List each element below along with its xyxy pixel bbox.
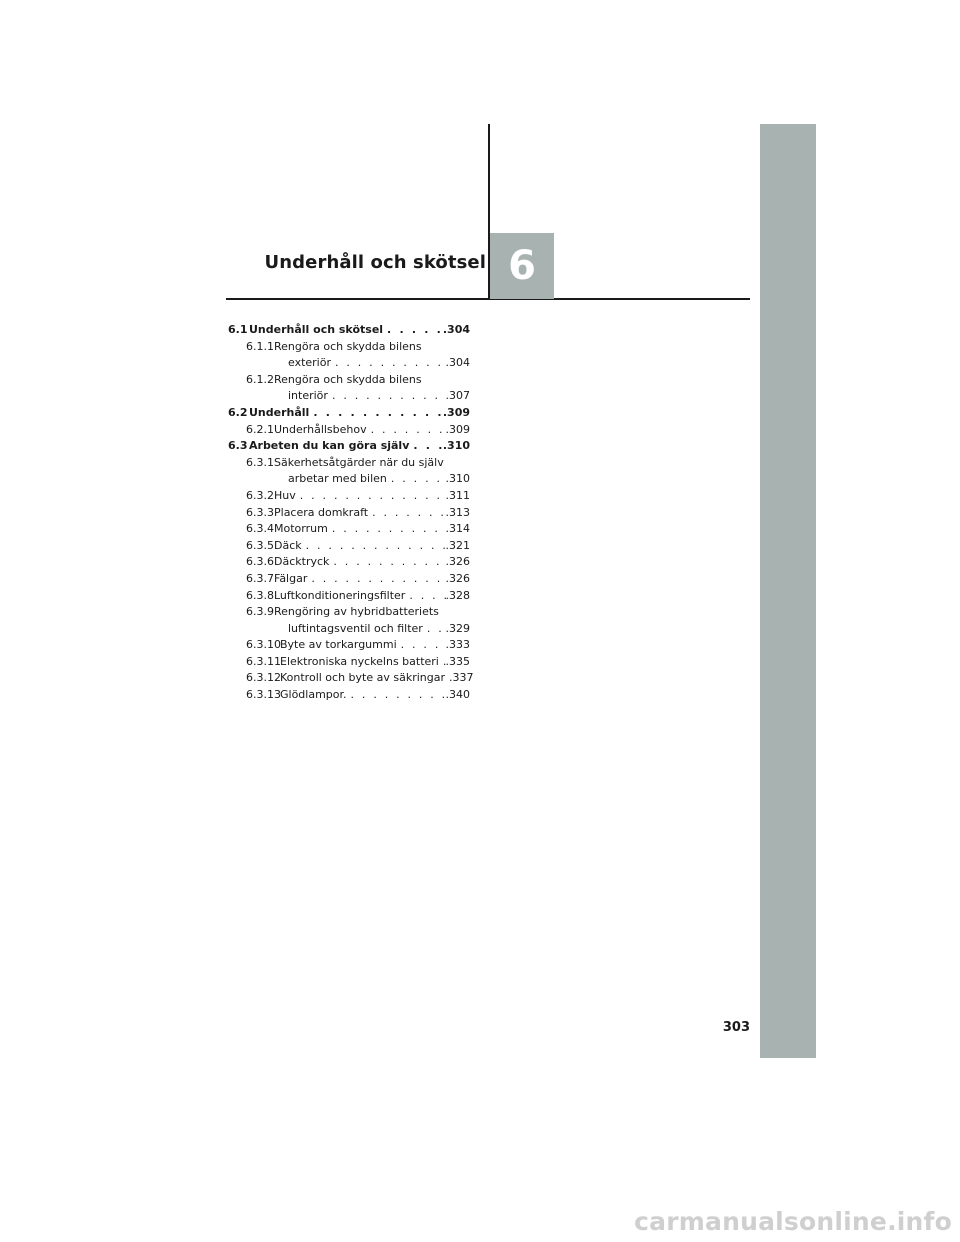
toc-entry-page: .326 [445, 571, 470, 585]
toc-section-entry [228, 405, 470, 422]
toc-entry-title: Byte av torkargummi [280, 638, 397, 652]
toc-entry-page: .309 [442, 405, 470, 419]
toc-subsection-entry [228, 670, 474, 687]
toc-entry-title: Motorrum [274, 522, 328, 536]
toc-entry-number: 6.3.8 [246, 588, 274, 602]
toc-entry-number: 6.3 [228, 439, 248, 453]
toc-entry-page: .310 [442, 439, 470, 453]
toc-subsection-entry [228, 488, 470, 505]
toc-entry-page: .329 [445, 621, 470, 635]
toc-entry-page: .307 [445, 389, 470, 403]
toc-subsection-entry [228, 604, 470, 621]
toc-entry-page: .335 [445, 654, 470, 668]
toc-entry-page: .333 [445, 638, 470, 652]
toc-dot-leader [296, 488, 446, 505]
toc-subsection-entry [228, 654, 470, 671]
watermark-text: carmanualsonline.info [634, 1207, 952, 1236]
toc-entry-number: 6.3.3 [246, 505, 274, 519]
toc-entry-page: .326 [445, 555, 470, 569]
toc-entry-continuation [228, 355, 470, 372]
toc-entry-page: .304 [445, 356, 470, 370]
toc-entry-continuation [228, 388, 470, 405]
toc-entry-title: Däcktryck [274, 555, 330, 569]
toc-entry-number: 6.1.2 [246, 372, 274, 386]
toc-entry-number: 6.3.6 [246, 555, 274, 569]
toc-entry-number: 6.3.1 [246, 455, 274, 469]
toc-entry-title: Fälgar [274, 571, 308, 585]
toc-entry-title: Placera domkraft [274, 505, 369, 519]
toc-entry-number: 6.3.9 [246, 605, 274, 619]
toc-subsection-entry [228, 554, 470, 571]
toc-dot-leader [423, 621, 446, 638]
toc-subsection-entry [228, 687, 470, 704]
toc-dot-leader [368, 505, 445, 522]
toc-dot-leader [307, 571, 445, 588]
toc-entry-continuation [228, 621, 470, 638]
toc-dot-leader [302, 538, 446, 555]
toc-dot-leader [309, 405, 443, 422]
toc-entry-number: 6.3.5 [246, 538, 274, 552]
toc-entry-title: Underhåll och skötsel [249, 323, 384, 336]
toc-entry-page: .337 [449, 671, 474, 685]
toc-entry-number: 6.3.4 [246, 522, 274, 536]
toc-entry-title: Huv [274, 488, 296, 502]
toc-dot-leader [328, 388, 446, 405]
toc-entry-number: 6.3.7 [246, 571, 274, 585]
toc-entry-title: exteriör [288, 356, 331, 370]
toc-dot-leader [387, 471, 446, 488]
toc-entry-page: .340 [445, 688, 470, 702]
toc-dot-leader [383, 322, 443, 339]
toc-dot-leader [367, 422, 446, 439]
toc-subsection-entry [228, 372, 470, 389]
toc-entry-page: .314 [445, 522, 470, 536]
chapter-number-box [490, 233, 554, 299]
toc-entry-title: interiör [288, 389, 328, 403]
toc-entry-continuation [228, 471, 470, 488]
toc-entry-title: Underhållsbehov [274, 422, 367, 436]
toc-subsection-entry [228, 505, 470, 522]
toc-entry-title: Elektroniska nyckelns batteri [280, 654, 439, 668]
toc-subsection-entry [228, 538, 470, 555]
toc-dot-leader [397, 637, 446, 654]
toc-dot-leader [329, 554, 445, 571]
header-horizontal-rule [226, 298, 750, 300]
toc-entry-title: Rengöring av hybridbatteriets [274, 605, 439, 619]
toc-entry-title: Luftkonditioneringsfilter [274, 588, 406, 602]
toc-subsection-entry [228, 339, 470, 356]
toc-subsection-entry [228, 637, 470, 654]
toc-entry-title: arbetar med bilen [288, 472, 387, 486]
toc-entry-number: 6.3.13 [246, 688, 281, 702]
toc-entry-page: .328 [445, 588, 470, 602]
toc-entry-number: 6.2 [228, 405, 248, 419]
toc-subsection-entry [228, 521, 470, 538]
toc-entry-number: 6.1.1 [246, 339, 274, 353]
chapter-number: 6 [508, 243, 536, 289]
toc-entry-number: 6.1 [228, 323, 248, 336]
toc-entry-title: Däck [274, 538, 302, 552]
toc-entry-title: Glödlampor. [280, 688, 347, 702]
toc-entry-title: luftintagsventil och filter [288, 621, 423, 635]
toc-entry-number: 6.3.2 [246, 488, 274, 502]
toc-dot-leader [405, 588, 445, 605]
toc-entry-page: .304 [442, 323, 470, 336]
toc-entry-page: .310 [445, 472, 470, 486]
toc-dot-leader [347, 687, 446, 704]
toc-entry-title: Arbeten du kan göra själv [249, 439, 410, 453]
chapter-title: Underhåll och skötsel [264, 252, 486, 273]
chapter-side-tab [760, 124, 816, 1058]
toc-entry-page: .321 [445, 538, 470, 552]
toc-subsection-entry [228, 588, 470, 605]
toc-dot-leader [328, 521, 446, 538]
toc-entry-number: 6.3.12 [246, 671, 281, 685]
toc-entry-number: 6.2.1 [246, 422, 274, 436]
toc-entry-title: Säkerhetsåtgärder när du själv [274, 455, 444, 469]
toc-section-entry [228, 438, 470, 455]
toc-entry-title: Rengöra och skydda bilens [274, 339, 422, 353]
toc-entry-page: .309 [445, 422, 470, 436]
toc-entry-number: 6.3.10 [246, 638, 281, 652]
toc-entry-title: Kontroll och byte av säkringar [280, 671, 445, 685]
table-of-contents [228, 322, 474, 704]
toc-entry-number: 6.3.11 [246, 654, 281, 668]
toc-entry-page: .313 [445, 505, 470, 519]
toc-dot-leader [439, 654, 446, 671]
toc-subsection-entry [228, 422, 470, 439]
page-number: 303 [722, 1020, 750, 1035]
toc-subsection-entry [228, 571, 470, 588]
toc-entry-title: Underhåll [249, 405, 310, 419]
toc-entry-page: .311 [445, 488, 470, 502]
toc-dot-leader [331, 355, 446, 372]
toc-dot-leader [409, 438, 442, 455]
toc-subsection-entry [228, 455, 470, 472]
toc-entry-title: Rengöra och skydda bilens [274, 372, 422, 386]
toc-section-entry [228, 322, 470, 339]
